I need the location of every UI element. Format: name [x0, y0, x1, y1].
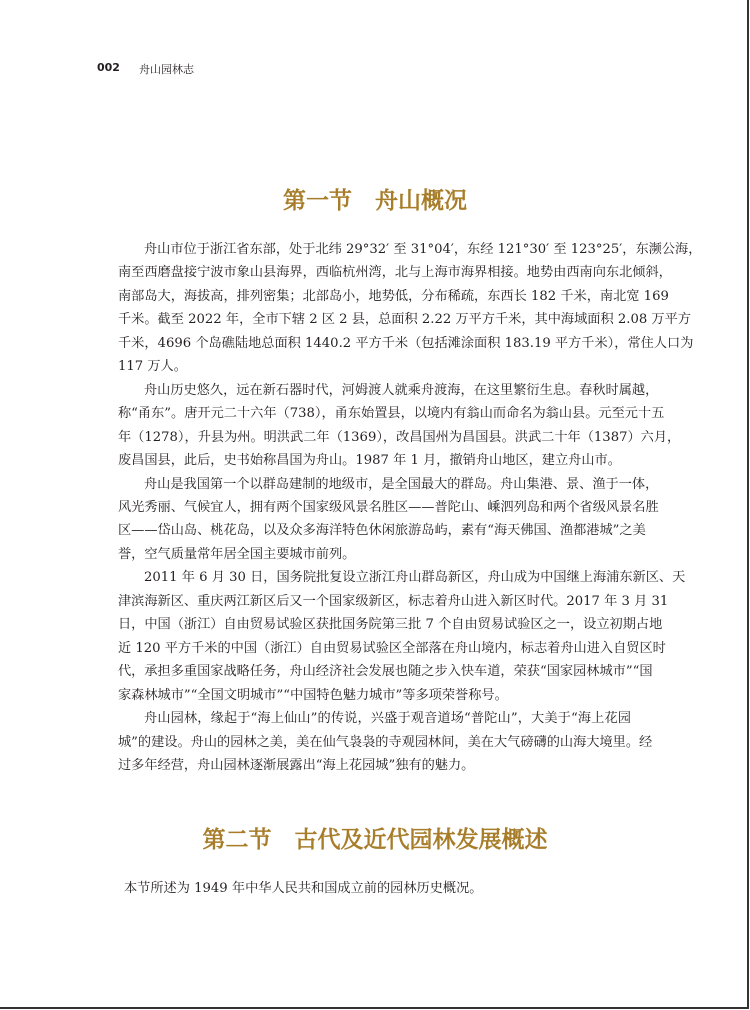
paragraph: [118, 238, 702, 379]
text-line: 千米，4696 个岛礁陆地总面积 1440.2 平方千米（包括滩涂面积 183.19 平方千米），常住人口为: [118, 335, 694, 351]
text-line: 千米。截至 2022 年，全市下辖 2 区 2 县，总面积 2.22 万平方千米，其中海域面积 2.08 万平方: [118, 312, 691, 328]
text-line: 家森林城市”“全国文明城市”“中国特色魅力城市”等多项荣誉称号。: [118, 687, 508, 703]
text-line: 2011 年 6 月 30 日，国务院批复设立浙江舟山群岛新区，舟山成为中国继上海浦东新区、天: [144, 570, 686, 586]
text-line: 舟山园林，缘起于“海上仙山”的传说，兴盛于观音道场“普陀山”，大美于“海上花园: [144, 711, 631, 727]
text-line: 近 120 平方千米的中国（浙江）自由贸易试验区全部落在舟山境内，标志着舟山进入自贸区时: [118, 640, 666, 656]
text-line: 年（1278），升县为州。明洪武二年（1369），改昌国州为昌国县。洪武二十年（1387）六月，: [118, 429, 681, 445]
text-line: 代，承担多重国家战略任务，舟山经济社会发展也随之步入快车道，荣获“国家园林城市”“国: [118, 664, 653, 680]
paragraph: [118, 379, 681, 473]
text-line: 舟山市位于浙江省东部，处于北纬 29°32′ 至 31°04′，东经 121°30′ 至 123°25′，东濒公海，: [144, 242, 702, 257]
text-line: 117 万人。: [118, 359, 187, 375]
text-line: 舟山历史悠久，远在新石器时代，河姆渡人就乘舟渡海，在这里繁衍生息。春秋时属越，: [144, 382, 659, 398]
book-title: 舟山园林志: [139, 63, 194, 76]
text-line: 津滨海新区、重庆两江新区后又一个国家级新区，标志着舟山进入新区时代。2017 年 3 月 31: [118, 593, 669, 609]
text-line: 日，中国（浙江）自由贸易试验区获批国务院第三批 7 个自由贸易试验区之一，设立初期占地: [118, 617, 663, 633]
text-line: 区——岱山岛、桃花岛，以及众多海洋特色休闲旅游岛屿，素有“海天佛国、渔都港城”之美: [118, 523, 646, 539]
page-number: 002: [97, 61, 120, 74]
paragraph: [118, 566, 686, 707]
running-header: [97, 61, 194, 76]
section-2-title: 第二节 古代及近代园林发展概述: [202, 827, 548, 853]
text-line: 誉，空气质量常年居全国主要城市前列。: [118, 546, 356, 562]
paragraph: [118, 707, 653, 777]
section-2-intro: 本节所述为 1949 年中华人民共和国成立前的园林历史概况。: [124, 881, 483, 896]
text-line: 舟山是我国第一个以群岛建制的地级市，是全国最大的群岛。舟山集港、景、渔于一体，: [144, 476, 659, 492]
text-line: 南至西磨盘接宁波市象山县海界，西临杭州湾，北与上海市海界相接。地势由西南向东北倾斜，: [118, 265, 672, 281]
section-1-body: [118, 238, 702, 777]
text-line: 废昌国县，此后，史书始称昌国为舟山。1987 年 1 月，撤销舟山地区，建立舟山市。: [118, 453, 621, 469]
text-line: 城”的建设。舟山的园林之美，美在仙气袅袅的寺观园林间，美在大气磅礴的山海大境里。经: [118, 734, 653, 750]
text-line: 过多年经营，舟山园林逐渐展露出“海上花园城”独有的魅力。: [118, 757, 475, 773]
text-line: 称“甬东”。唐开元二十六年（738），甬东始置县，以境内有翁山而命名为翁山县。元至元十五: [118, 406, 665, 422]
section-1-title: 第一节 舟山概况: [283, 188, 467, 214]
text-line: 风光秀丽、气候宜人，拥有两个国家级风景名胜区——普陀山、嵊泗列岛和两个省级风景名胜: [118, 499, 659, 515]
text-line: 南部岛大，海拔高，排列密集；北部岛小，地势低，分布稀疏，东西长 182 千米，南北宽 169: [118, 288, 669, 304]
paragraph: [118, 473, 659, 567]
